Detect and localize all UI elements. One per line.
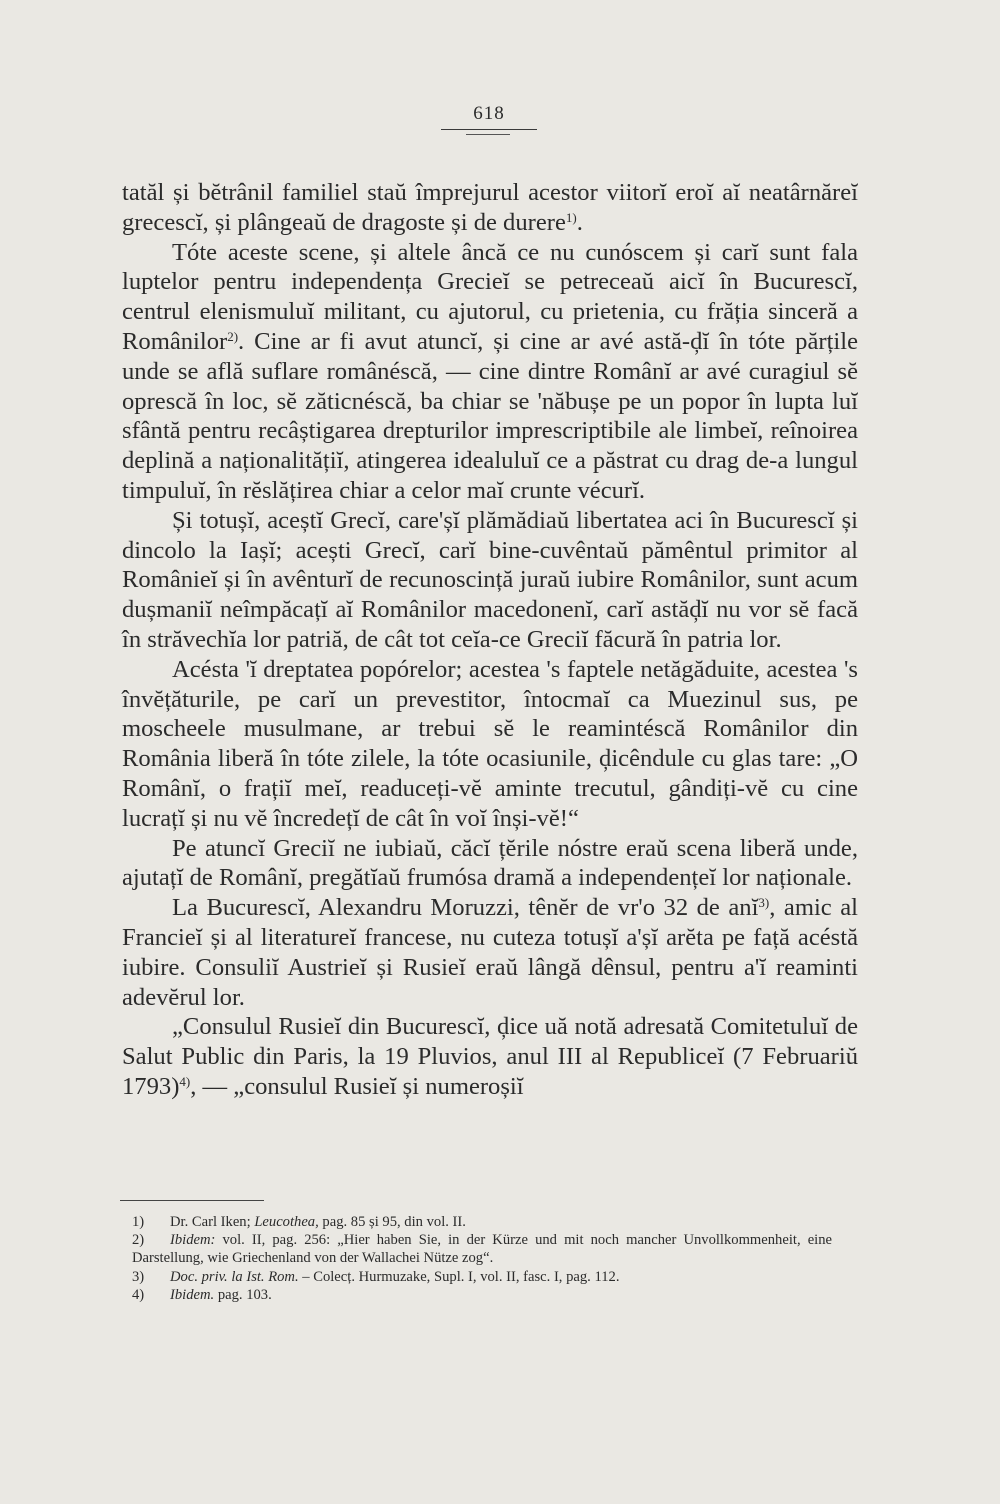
footnote-title: Ibidem. xyxy=(170,1286,215,1303)
footnote-ref: 4) xyxy=(179,1073,191,1089)
page-number-rule xyxy=(441,129,537,130)
footnote-title: Doc. priv. la Ist. Rom. xyxy=(170,1268,299,1285)
paragraph-text: La Bucurescĭ, Alexandru Moruzzi, tênĕr de vr'o 32 de anĭ xyxy=(172,894,759,922)
paragraph-text: tatăl și bĕtrânil familiel staŭ împrejurul acestor viitorĭ eroĭ aĭ neatârnăreĭ grecescĭ, și plângeaŭ de dragoste și de durere xyxy=(122,179,858,236)
footnote xyxy=(132,1286,832,1304)
paragraph xyxy=(122,178,858,238)
paragraph xyxy=(122,506,858,655)
paragraph-text: , amic al Francieĭ și al literatureĭ francese, nu cuteza totușĭ a'șĭ arĕta pe față acéstă iubire. Consuliĭ Austrieĭ și Rusieĭ eraŭ lângă dênsul, pentru a'ĭ reaminti adevĕrul lor. xyxy=(122,894,858,1011)
footnote-text: pag. 103. xyxy=(214,1286,272,1303)
footnote-ref: 3) xyxy=(758,895,770,911)
paragraph xyxy=(122,1012,858,1101)
body-text xyxy=(122,178,858,1102)
page-number-underrule xyxy=(466,134,510,135)
footnote xyxy=(132,1213,832,1231)
paragraph-text: Pe atuncĭ Greciĭ ne iubiaŭ, căcĭ țĕrile nóstre eraŭ scena liberă unde, ajutațĭ de Românĭ, pregătĭaŭ frumósa dramă a independențeĭ lor naționale. xyxy=(122,834,858,892)
footnote-ref: 2) xyxy=(227,328,239,344)
paragraph-text: Acésta 'ĭ dreptatea popórelor; acestea 's faptele netăgăduite, acestea 's învĕțăturile, pe carĭ un prevestitor, întocmaĭ ca Muezinul sus, pe moscheele musulmane, ar trebui sĕ le reamintéscă Românilor din România liberă în tóte zilele, la tóte ocasiunile, ḑicêndule cu glas tare: „O Românĭ, o frațiĭ meĭ, readuceți-vĕ aminte trecutul, gândiți-vĕ cu cine lucrațĭ și nu vĕ încredețĭ de cât în voĭ înși-vĕ!“ xyxy=(122,655,858,832)
paragraph xyxy=(122,655,858,834)
paragraph-text: . Cine ar fi avut atuncĭ, și cine ar avé astă-ḑĭ în tóte părțile unde se află suflare românéscă, — cine dintre Românĭ ar avé curagiul sĕ oprescă în loc, sĕ zăticnéscă, ba chiar se 'năbușe pe un popor în lupta luĭ sfântă pentru recâștigarea drepturilor imprescriptibile ale limbeĭ, reînoirea deplină a naționalitățiĭ, atingerea idealuluĭ ce a păstrat cu drag de-a lungul timpuluĭ, în rĕslățirea chiar a celor maĭ crunte vécurĭ. xyxy=(122,327,858,504)
footnotes xyxy=(132,1213,832,1304)
footnote-text: pag. 85 și 95, din vol. II. xyxy=(318,1214,466,1230)
paragraph-text: Tóte aceste scene, și altele âncă ce nu cunóscem și carĭ sunt fala luptelor pentru independența Grecieĭ se petreceaŭ aicĭ în Bucurescĭ, centrul elenismuluĭ militant, cu ajutorul, cu prietenia, cu frăția sinceră a Românilor xyxy=(122,238,858,355)
page-number: 618 xyxy=(473,103,505,124)
paragraph-text: Și totușĭ, aceștĭ Grecĭ, care'șĭ plămădiaŭ libertatea aci în Bucurescĭ și dincolo la Iașĭ; acești Grecĭ, carĭ bine-cuvêntaŭ pămêntul primitor al Românieĭ și în avênturĭ de recunoscință juraŭ iubire Românilor, sunt acum dușmaniĭ neîmpăcațĭ aĭ Românilor macedonenĭ, carĭ astăḑĭ nu vor sĕ facă în străvechĭa lor patriă, de cât tot ceĭa-ce Greciĭ făcură în patria lor. xyxy=(122,506,858,653)
paragraph xyxy=(122,893,858,1012)
footnote-mark: 3) xyxy=(132,1268,145,1285)
footnote-title: Leucothea, xyxy=(254,1214,319,1230)
footnote-title: Ibidem: xyxy=(170,1232,216,1249)
footnote-text: vol. II, pag. 256: „Hier haben Sie, in der Kürze und mit noch mancher Unvollkommenheit, eine Darstellung, wie Griechenland von der Wallachei Nütze zog“. xyxy=(132,1232,832,1267)
paragraph-text: . xyxy=(576,208,583,236)
paragraph xyxy=(122,238,858,506)
paragraph-text: , — „consulul Rusieĭ și numeroșiĭ xyxy=(190,1072,524,1100)
footnote-ref: 1) xyxy=(565,209,577,225)
footnote-mark: 4) xyxy=(132,1286,145,1303)
footnote-separator xyxy=(120,1200,264,1201)
footnote-text: Dr. Carl Iken; xyxy=(170,1214,255,1230)
footnote-mark: 1) xyxy=(132,1214,145,1230)
footnote xyxy=(132,1231,832,1267)
footnote-text: – Colecț. Hurmuzake, Supl. I, vol. II, fasc. I, pag. 112. xyxy=(298,1268,620,1285)
paragraph-text: „Consulul Rusieĭ din Bucurescĭ, ḑice uă notă adresată Comitetuluĭ de Salut Public din Paris, la 19 Pluvios, anul III al Republiceĭ (7 Februariŭ 1793) xyxy=(122,1013,858,1100)
paragraph xyxy=(122,834,858,894)
footnote xyxy=(132,1268,832,1286)
footnote-mark: 2) xyxy=(132,1232,145,1249)
